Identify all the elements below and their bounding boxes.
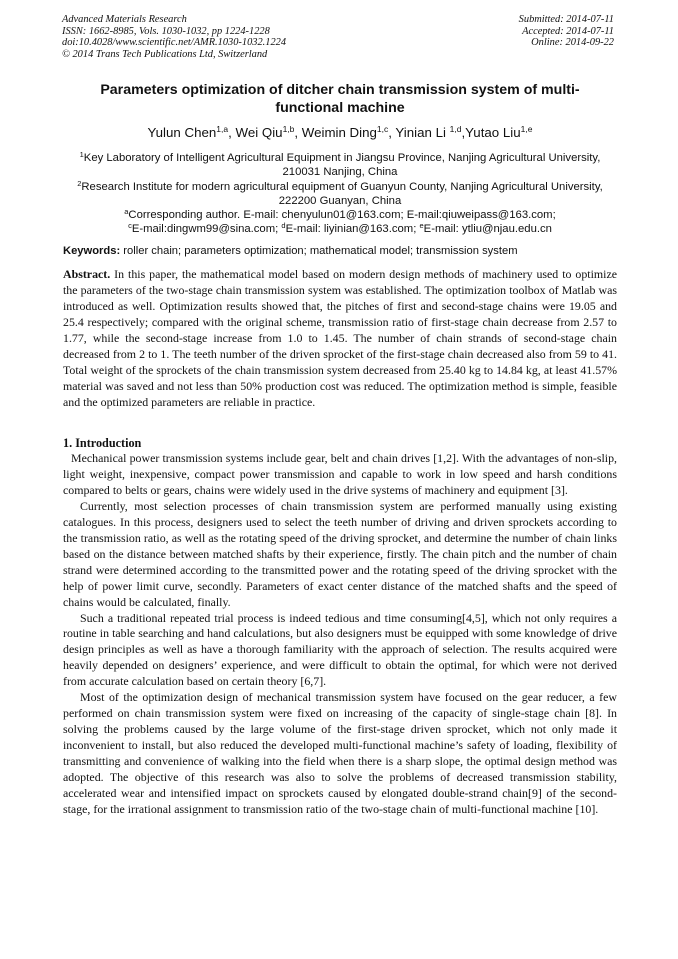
affiliation-2 bbox=[60, 180, 620, 209]
author-affil-sup: 1,a bbox=[216, 124, 229, 134]
paragraph: Mechanical power transmission systems include gear, belt and chain drives [1,2]. With the advantages of non-slip, light weight, inexpensive, compact power transmission and capable to work in low speed and harsh conditions compared to belts or gears, chains were widely used in the drive systems of machinery and equipment [3]. bbox=[63, 451, 617, 497]
journal-header bbox=[62, 14, 286, 60]
copyright-line: © 2014 Trans Tech Publications Ltd, Switzerland bbox=[62, 48, 268, 60]
doi-line: doi:10.4028/www.scientific.net/AMR.1030-1032.1224 bbox=[62, 37, 287, 49]
author-name: Weimin Ding bbox=[301, 125, 377, 140]
section-heading: 1. Introduction bbox=[63, 436, 142, 450]
email-line bbox=[60, 222, 620, 236]
author-affil-sup: 1,e bbox=[520, 124, 533, 134]
author bbox=[465, 125, 532, 140]
online-date: Online: 2014-09-22 bbox=[531, 37, 614, 49]
affil-sup: d bbox=[281, 221, 286, 231]
author bbox=[236, 125, 302, 140]
author-name: Yinian Li bbox=[395, 125, 450, 140]
journal-name: Advanced Materials Research bbox=[62, 14, 187, 25]
keywords bbox=[63, 244, 619, 258]
affil-text: Key Laboratory of Intelligent Agricultural Equipment in Jiangsu Province, Nanjing Agricultural University, 210031 Nanjing, China bbox=[83, 152, 601, 179]
affil-sup: a bbox=[124, 207, 129, 217]
dates-header bbox=[519, 14, 614, 49]
email-text: E-mail: ytliu@njau.edu.cn bbox=[423, 223, 552, 236]
affil-sup: 2 bbox=[77, 178, 82, 188]
affil-sup: c bbox=[128, 221, 132, 231]
author-name: Yulun Chen bbox=[147, 125, 217, 140]
author-affil-sup: 1,b bbox=[282, 124, 295, 134]
affil-text: Research Institute for modern agricultural equipment of Guanyun County, Nanjing Agricultural University, 222200 Guanyan, China bbox=[81, 180, 603, 207]
author-separator: , bbox=[294, 125, 302, 140]
email-text: E-mail: liyinian@163.com; bbox=[285, 223, 420, 236]
keywords-text: roller chain; parameters optimization; mathematical model; transmission system bbox=[120, 245, 518, 257]
author bbox=[302, 125, 396, 140]
author-separator: , bbox=[461, 125, 466, 140]
paper-title: Parameters optimization of ditcher chain transmission system of multi-functional machine bbox=[100, 82, 580, 116]
author-name: Wei Qiu bbox=[235, 125, 283, 140]
affiliations bbox=[60, 151, 620, 237]
email-text: E-mail:dingwm99@sina.com; bbox=[131, 223, 282, 236]
introduction-body bbox=[63, 451, 617, 818]
affil-sup: 1 bbox=[79, 150, 84, 159]
author bbox=[148, 125, 236, 140]
paragraph: Such a traditional repeated trial process is indeed tedious and time consuming[4,5], which not only requires a routine in table searching and hand calculations, but also designers must be equipped with some knowledge of drive design principles as well as have a thorough familiarity with the approach of selection. The results acquired were heavily depended on designers’ experience, and were difficult to obtain the optimal, for which were not derived from accurate calculation based on certain theory [6,7]. bbox=[63, 610, 617, 689]
author-affil-sup: 1,c bbox=[376, 124, 389, 134]
author-list bbox=[60, 124, 620, 141]
issn-line: ISSN: 1662-8985, Vols. 1030-1032, pp 1224-1228 bbox=[62, 25, 270, 37]
author bbox=[395, 125, 465, 140]
keywords-label: Keywords: bbox=[63, 245, 121, 257]
affiliation-1 bbox=[60, 151, 620, 180]
author-separator: , bbox=[388, 125, 396, 140]
affil-sup: e bbox=[419, 221, 424, 231]
paragraph: Most of the optimization design of mechanical transmission system have focused on the gear reducer, a few performed on chain transmission system were fixed on increasing of the capacity of single-stage chain [8]. In solving the problems caused by the large volume of the first-stage driven sprocket, which not only made it inconvenient to install, but also reduced the developed multi-functional machine’s safety of loading, flexibility of transmitting and convenience of walking into the field when there is a sharp slope, the optimal design method was adopted. The objective of this research was also to solve the problems of decreased transmission stability, accelerated wear and intensified impact on sprockets caused by elongated double-strand chain[9] of the second-stage, for the irrational assignment to transmission ratio of the two-stage chain of multi-functional machine [10]. bbox=[63, 690, 617, 816]
author-name: Yutao Liu bbox=[465, 125, 521, 140]
submitted-date: Submitted: 2014-07-11 bbox=[518, 14, 614, 25]
accepted-date: Accepted: 2014-07-11 bbox=[522, 25, 614, 37]
author-separator: , bbox=[228, 125, 236, 140]
paragraph: Currently, most selection processes of chain transmission system are performed manually using existing catalogues. In this process, designers used to select the teeth number of driving and driven sprockets according to the transmission ratio, as well as the rotating speed of the driving sprocket, and determine the number of chain links based on the distance between matched shafts by their experience, firstly. The chain pitch and the number of chain strand were determined according to the transmitted power and the rotating speed of the driving sprocket with the help of power limit curve, secondly. Parameters of exact center distance of the matched shafts and the speed of chains would be calculated, finally. bbox=[63, 498, 617, 609]
corresponding-email-line bbox=[60, 208, 620, 222]
abstract-label: Abstract. bbox=[63, 267, 111, 281]
abstract bbox=[63, 267, 617, 411]
author-affil-sup: 1,d bbox=[449, 124, 462, 134]
abstract-text: In this paper, the mathematical model based on modern design methods of machinery used to optimize the parameters of the two-stage chain transmission system was established. The optimization toolbox of Matlab was introduced as well. Optimization results showed that, the pitches of first and second-stage chains were 19.05 and 25.4 respectively; compared with the original scheme, transmission ratio of first-stage chain decrease from 2.57 to 1.77, while the second-stage increase from 1.0 to 1.45. The number of chain strands of second-stage chain decreased from 2 to 1. The teeth number of the driven sprocket of the first-stage chain decreased also from 59 to 41. Total weight of the sprockets of the chain transmission system decreased from 25.40 kg to 14.84 kg, at least 41.57% material was saved and not less than 50% production cost was reduced. The optimization method is simple, feasible and the optimized parameters are reliable in practice. bbox=[63, 267, 617, 409]
email-text: Corresponding author. E-mail: chenyulun01@163.com; E-mail:qiuweipass@163.com; bbox=[128, 209, 556, 222]
